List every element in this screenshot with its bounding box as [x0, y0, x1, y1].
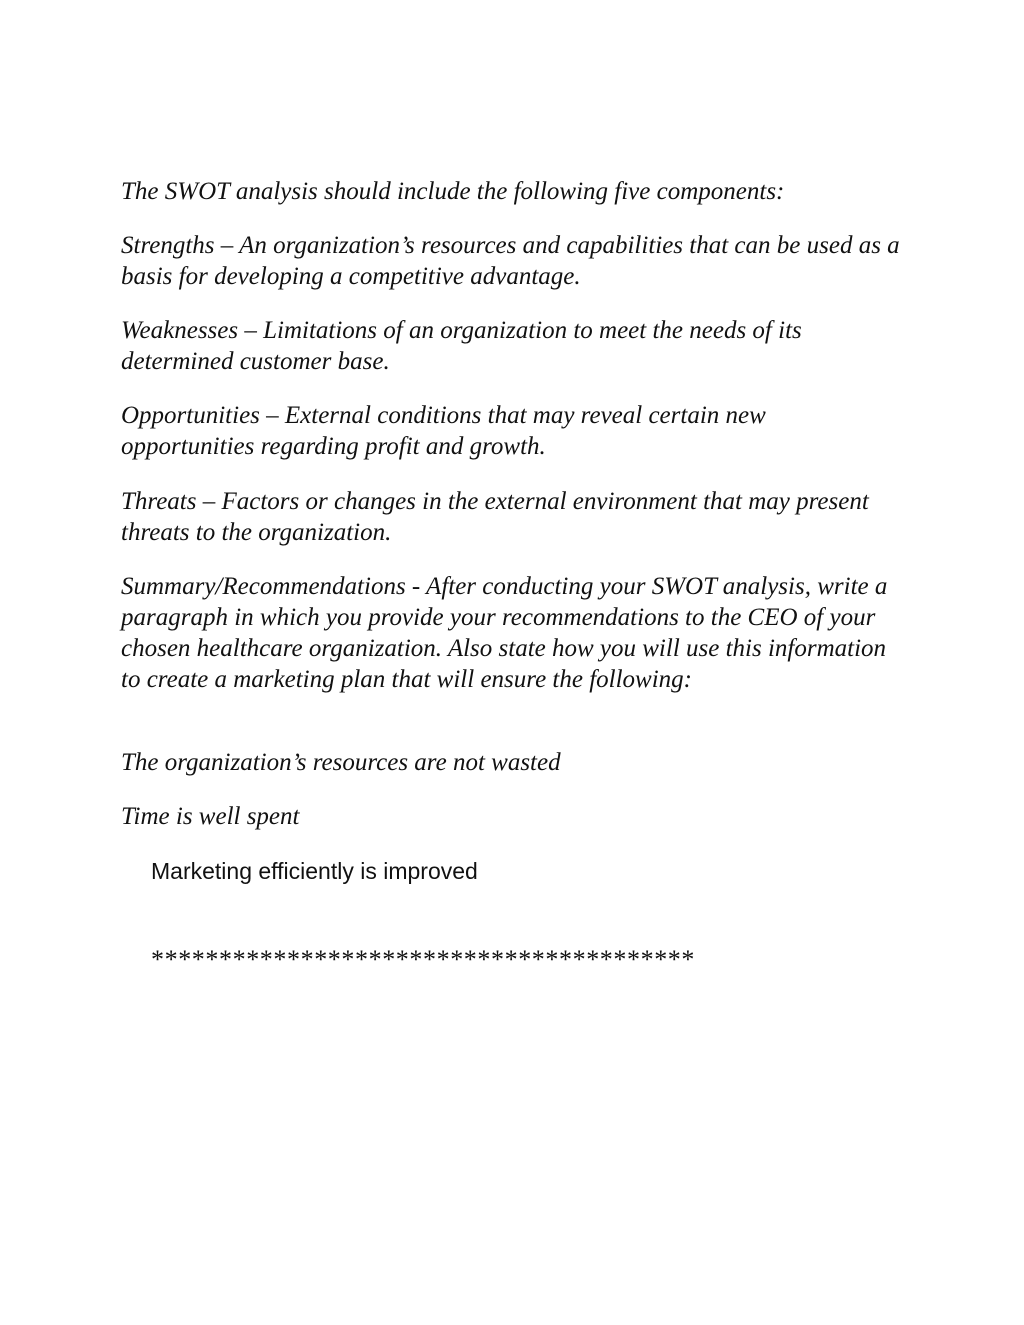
goal-marketing-efficiency: Marketing efficiently is improved: [151, 858, 478, 884]
threats-paragraph: Threats – Factors or changes in the external environment that may present threats to the organization.: [121, 488, 869, 546]
intro-paragraph: The SWOT analysis should include the following five components:: [121, 178, 785, 205]
opportunities-paragraph: Opportunities – External conditions that may reveal certain new opportunities regarding profit and growth.: [121, 402, 766, 460]
summary-recommendations-paragraph: Summary/Recommendations - After conducting your SWOT analysis, write a paragraph in which you provide your recommendations to the CEO of your chosen healthcare organization. Also state how you will use this information to create a marketing plan that will ensure the following:: [121, 573, 888, 693]
weaknesses-paragraph: Weaknesses – Limitations of an organization to meet the needs of its determined customer base.: [121, 317, 802, 375]
goal-resources-not-wasted: The organization’s resources are not wasted: [121, 749, 561, 776]
goal-time-well-spent: Time is well spent: [121, 803, 300, 830]
strengths-paragraph: Strengths – An organization’s resources and capabilities that can be used as a basis for developing a competitive advantage.: [121, 232, 900, 290]
asterisk-divider: ****************************************: [151, 945, 695, 974]
